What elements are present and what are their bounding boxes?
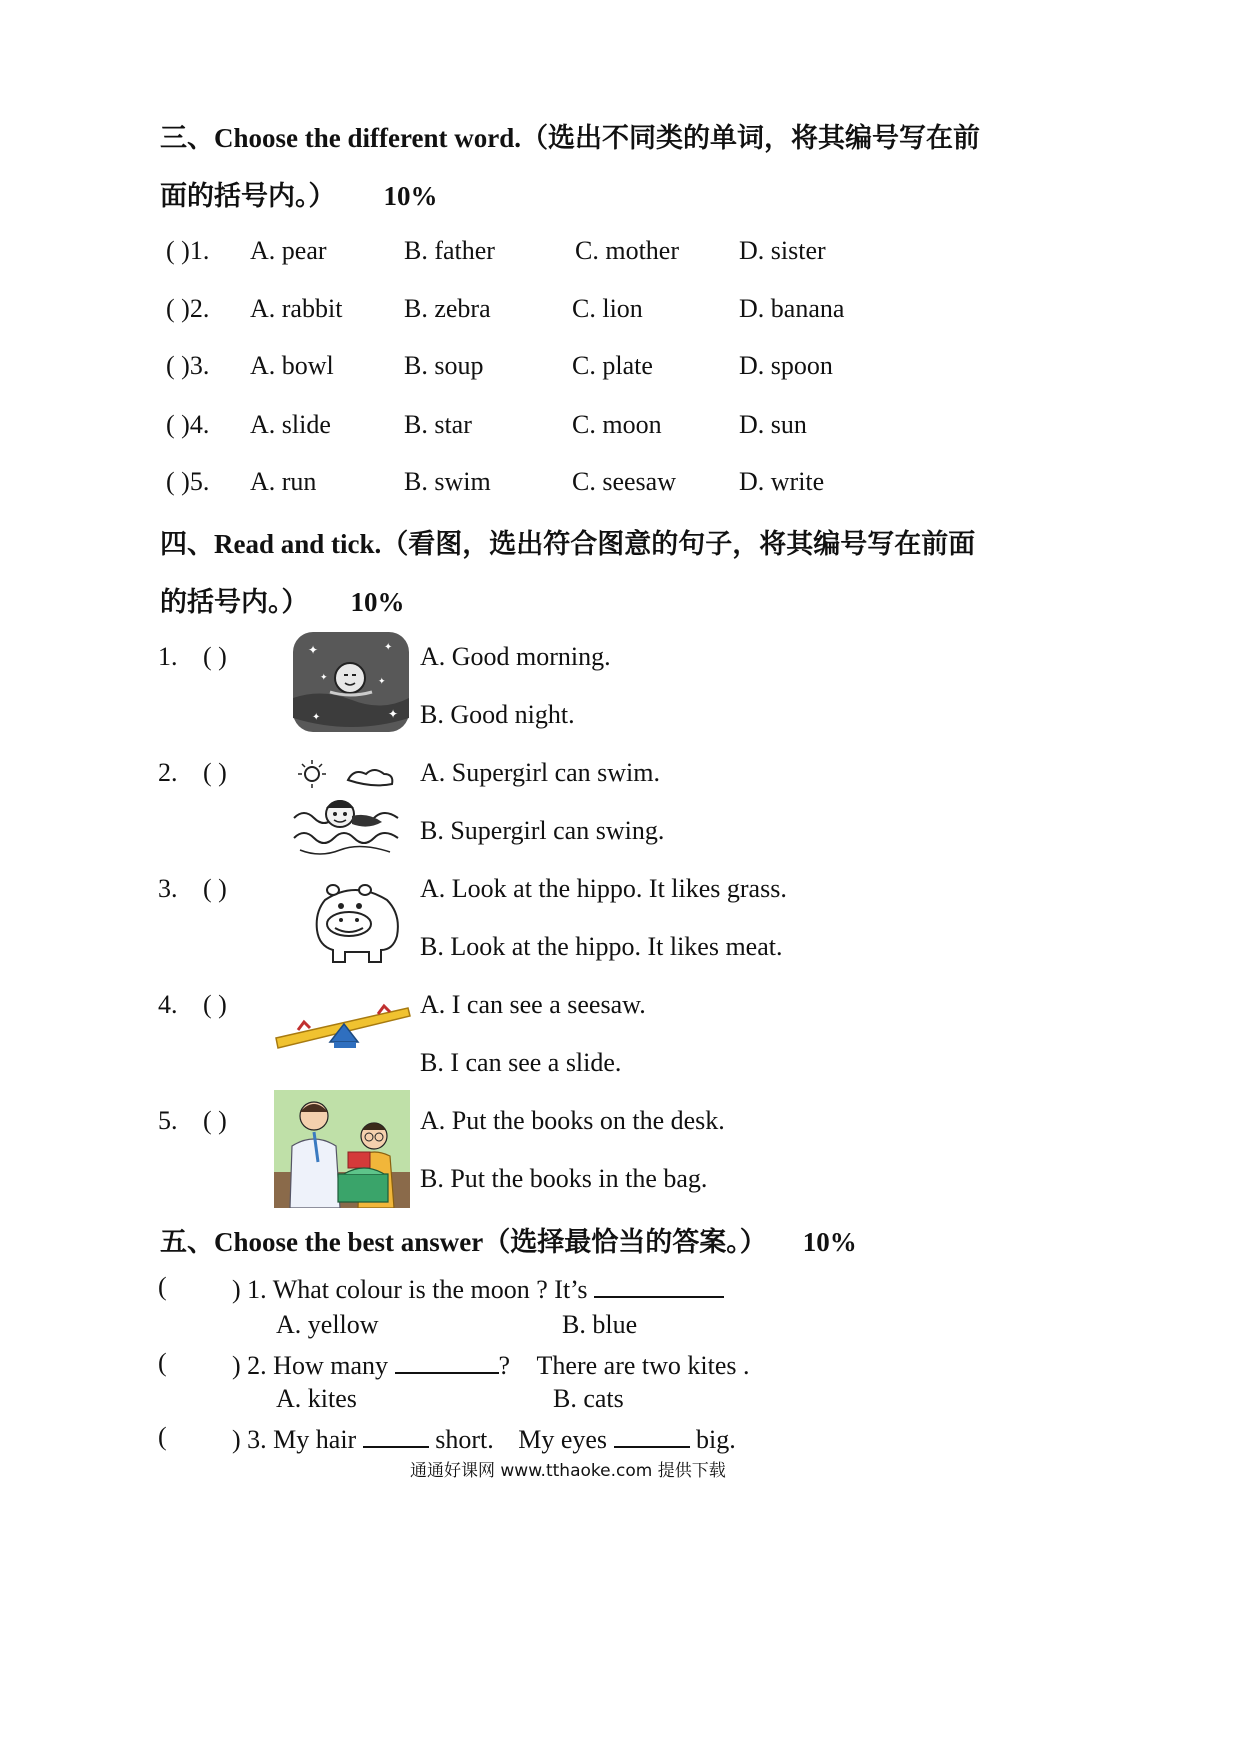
s3-q2-option-d: D. banana <box>739 294 845 323</box>
s4-item3-number: 3. <box>158 874 178 903</box>
svg-text:✦: ✦ <box>378 676 386 686</box>
s5-q2-paren: ( <box>158 1348 167 1377</box>
s5-q1-paren: ( <box>158 1272 167 1301</box>
section3-title-line1: 三、Choose the different word.（选出不同类的单词，将其编号写在前 <box>160 123 980 153</box>
s3-q2-option-a: A. rabbit <box>250 294 343 323</box>
s3-q3-option-c: C. plate <box>572 351 653 380</box>
s5-q1-number: ) 1. <box>232 1275 267 1304</box>
s3-q2-number: ( )2. <box>166 294 210 323</box>
footer-source: 通通好课网 www.tthaoke.com 提供下载 <box>410 1461 726 1481</box>
s4-item5-number: 5. <box>158 1106 178 1135</box>
s5-q2-option-a: A. kites <box>276 1384 357 1413</box>
s4-item4-option-b: B. I can see a slide. <box>420 1048 622 1077</box>
s3-q4-option-b: B. star <box>404 410 472 439</box>
s4-item2-number: 2. <box>158 758 178 787</box>
section5-score: 10% <box>802 1227 857 1257</box>
svg-text:✦: ✦ <box>320 672 328 682</box>
s5-q3-text-mid: short. <box>435 1425 494 1454</box>
svg-text:✦: ✦ <box>312 712 321 723</box>
s5-q1-option-b: B. blue <box>562 1310 638 1339</box>
section4-score: 10% <box>350 587 405 617</box>
s3-q1-number: ( )1. <box>166 236 210 265</box>
s5-q2-number: ) 2. <box>232 1351 267 1380</box>
s3-q3-option-b: B. soup <box>404 351 484 380</box>
s4-item2-option-a: A. Supergirl can swim. <box>420 758 660 787</box>
section5-title-line <box>160 1220 857 1259</box>
section5-title: 五、Choose the best answer（选择最恰当的答案。） <box>160 1227 767 1257</box>
seesaw-picture <box>274 998 412 1054</box>
s5-q3-number: ) 3. <box>232 1425 267 1454</box>
s3-q5-option-c: C. seesaw <box>572 467 676 496</box>
s5-q3-paren: ( <box>158 1422 167 1451</box>
s5-q2-answer-sentence: There are two kites . <box>536 1351 750 1380</box>
s3-q3-number: ( )3. <box>166 351 210 380</box>
s4-item1-paren: ( ) <box>203 642 227 671</box>
s5-q3-blank-1[interactable] <box>363 1422 429 1448</box>
s5-q1-answer-blank[interactable] <box>594 1272 724 1298</box>
s3-q3-option-a: A. bowl <box>250 351 334 380</box>
s5-q1-line <box>232 1272 724 1305</box>
section3-score: 10% <box>383 181 438 211</box>
s5-q2-text: How many <box>273 1351 388 1380</box>
s5-q3-text-post: big. <box>696 1425 736 1454</box>
s3-q5-option-b: B. swim <box>404 467 491 496</box>
s4-item1-option-a: A. Good morning. <box>420 642 611 671</box>
s3-q2-option-b: B. zebra <box>404 294 491 323</box>
hippo-picture <box>305 880 401 966</box>
s4-item3-option-b: B. Look at the hippo. It likes meat. <box>420 932 783 961</box>
s5-q3-line <box>232 1422 736 1455</box>
father-son-books-picture <box>274 1090 410 1208</box>
s4-item4-option-a: A. I can see a seesaw. <box>420 990 646 1019</box>
s3-q1-option-c: C. mother <box>575 236 679 265</box>
section3-title-text: 面的括号内。） <box>160 181 336 211</box>
s3-q4-option-a: A. slide <box>250 410 331 439</box>
s4-item1-option-b: B. Good night. <box>420 700 575 729</box>
s3-q1-option-a: A. pear <box>250 236 327 265</box>
s5-q1-text: What colour is the moon ? It’s <box>272 1275 588 1304</box>
svg-text:✦: ✦ <box>308 643 319 657</box>
s5-q2-option-b: B. cats <box>553 1384 624 1413</box>
s3-q4-option-c: C. moon <box>572 410 662 439</box>
s4-item5-option-b: B. Put the books in the bag. <box>420 1164 708 1193</box>
s3-q3-option-d: D. spoon <box>739 351 833 380</box>
s3-q1-option-d: D. sister <box>739 236 826 265</box>
svg-text:✦: ✦ <box>384 642 393 653</box>
s4-item5-paren: ( ) <box>203 1106 227 1135</box>
s3-q5-option-d: D. write <box>739 467 825 496</box>
night-moon-picture <box>292 628 410 736</box>
s4-item3-paren: ( ) <box>203 874 227 903</box>
s4-item4-paren: ( ) <box>203 990 227 1019</box>
s4-item2-paren: ( ) <box>203 758 227 787</box>
s3-q2-option-c: C. lion <box>572 294 643 323</box>
swimming-girl-picture <box>290 758 402 862</box>
s5-q3-text-pre: My hair <box>273 1425 357 1454</box>
s3-q5-number: ( )5. <box>166 467 210 496</box>
s5-q2-question-mark: ? <box>498 1351 511 1380</box>
section4-title-text: 的括号内。） <box>160 587 309 617</box>
s4-item2-option-b: B. Supergirl can swing. <box>420 816 665 845</box>
s4-item4-number: 4. <box>158 990 178 1019</box>
svg-text:✦: ✦ <box>388 707 399 721</box>
s5-q1-option-a: A. yellow <box>276 1310 379 1339</box>
section4-title-line2 <box>160 580 405 619</box>
section3-title-line2 <box>160 174 438 213</box>
section4-title-line1: 四、Read and tick.（看图，选出符合图意的句子，将其编号写在前面 <box>160 529 976 559</box>
s4-item5-option-a: A. Put the books on the desk. <box>420 1106 725 1135</box>
s4-item1-number: 1. <box>158 642 178 671</box>
s5-q3-text-mid2: My eyes <box>518 1425 608 1454</box>
s3-q4-number: ( )4. <box>166 410 210 439</box>
s3-q5-option-a: A. run <box>250 467 317 496</box>
s5-q2-answer-blank[interactable] <box>395 1348 499 1374</box>
s3-q4-option-d: D. sun <box>739 410 807 439</box>
s3-q1-option-b: B. father <box>404 236 495 265</box>
s5-q2-line <box>232 1348 750 1381</box>
s4-item3-option-a: A. Look at the hippo. It likes grass. <box>420 874 787 903</box>
s5-q3-blank-2[interactable] <box>614 1422 690 1448</box>
